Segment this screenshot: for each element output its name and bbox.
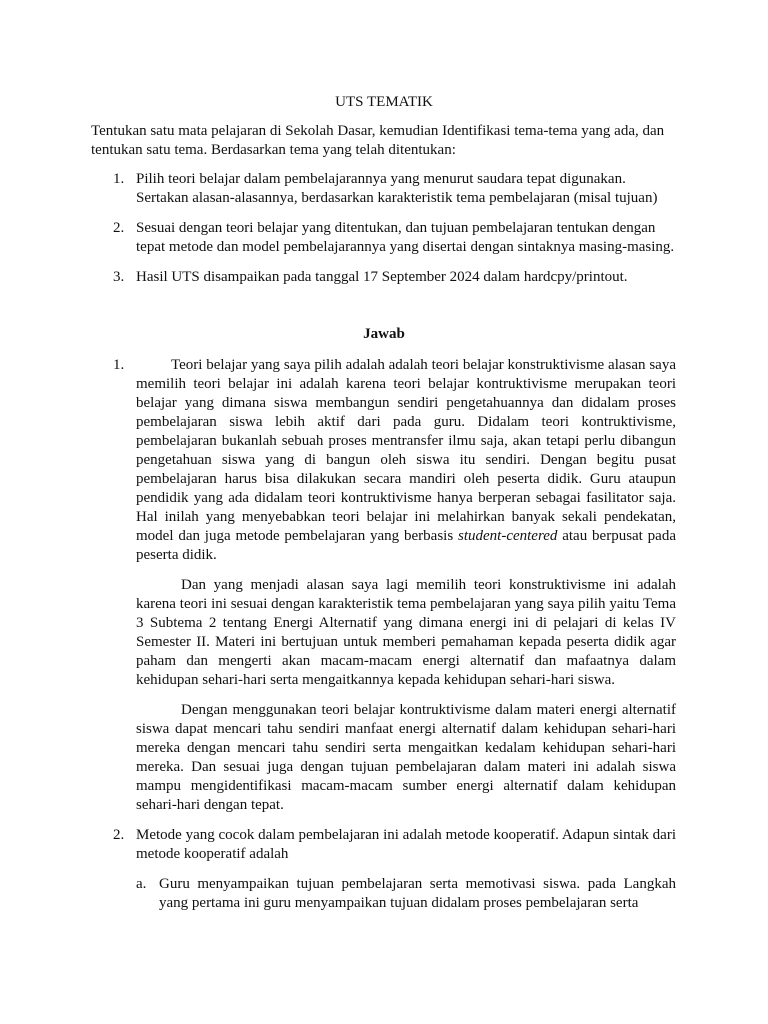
italic-term: student-centered <box>458 528 558 544</box>
question-text: Hasil UTS disampaikan pada tanggal 17 September 2024 dalam hardcpy/printout. <box>136 269 628 285</box>
step-letter: a. <box>136 876 147 892</box>
question-number: 3. <box>113 269 125 285</box>
answer-item <box>91 356 676 815</box>
answer-number: 2. <box>113 827 125 843</box>
answer-number: 1. <box>113 357 125 373</box>
question-list <box>91 170 676 298</box>
answer-paragraph: Dan yang menjadi alasan saya lagi memilih teori konstruktivisme ini adalah karena teori ini sesuai dengan karakteristik tema pembelajaran yang saya pilih yaitu Tema 3 Subtema 2 tentang Energi Alternatif yang dimana energi ini di pelajari di kelas IV Semester II. Materi ini bertujuan untuk memberi pemahaman kepada peserta didik agar paham dan mengerti akan macam-macam energi alternatif dan mafaatnya dalam kehidupan sehari-hari serta mengaitkannya kepada kehidupan sehari-hari siswa. <box>136 577 676 688</box>
question-number: 1. <box>113 171 125 187</box>
answer-paragraph: Dengan menggunakan teori belajar kontruktivisme dalam materi energi alternatif siswa dapat mencari tahu sendiri manfaat energi alternatif dalam kehidupan sehari-hari mereka dengan mencari tahu sendiri serta mengaitkan kedalam kehidupan sehari-hari mereka. Dan sesuai juga dengan tujuan pembelajaran dalam materi ini adalah siswa mampu mengidentifikasi macam-macam sumber energi alternatif dalam kehidupan sehari-hari dengan tepat. <box>136 702 676 813</box>
answer-paragraph: Metode yang cocok dalam pembelajaran ini adalah metode kooperatif. Adapun sintak dari metode kooperatif adalah <box>136 827 676 862</box>
answer-paragraph <box>136 356 676 565</box>
question-item <box>91 219 676 257</box>
question-item <box>91 268 676 287</box>
answer-list <box>91 356 676 924</box>
document-title: UTS TEMATIK <box>335 94 433 110</box>
question-text: Sesuai dengan teori belajar yang ditentukan, dan tujuan pembelajaran tentukan dengan tepat metode dan model pembelajarannya yang disertai dengan sintaknya masing-masing. <box>136 220 675 255</box>
answer-text: Teori belajar yang saya pilih adalah adalah teori belajar konstruktivisme alasan saya memilih teori belajar ini adalah karena teori belajar kontruktivisme merupakan teori belajar yang dimana siswa membangun sendiri pengetahuannya dan didalam proses pembelajaran siswa lebih aktif dari pada guru. Didalam teori kontruktivisme, pembelajaran bukanlah sebuah proses mentransfer ilmu saja, akan tetapi perlu dibangun pengetahuan siswa yang di bangun oleh siswa itu sendiri. Dengan begitu pusat pembelajaran harus bisa dilakukan secara mandiri oleh peserta didik. Guru ataupun pendidik yang ada didalam teori kontruktivisme hanya berperan sebagai fasilitator saja. Hal inilah yang menyebabkan teori belajar ini melahirkan banyak sekali pendekatan, model dan juga metode pembelajaran yang berbasis <box>136 357 676 544</box>
answer-text: atau berpusat pada peserta didik. <box>136 528 676 563</box>
answer-item <box>91 826 676 913</box>
step-item <box>136 875 676 913</box>
question-number: 2. <box>113 220 125 236</box>
question-item <box>91 170 676 208</box>
intro-paragraph: Tentukan satu mata pelajaran di Sekolah Dasar, kemudian Identifikasi tema-tema yang ada, dan tentukan satu tema. Berdasarkan tema yang telah ditentukan: <box>91 123 665 158</box>
step-list <box>136 875 676 913</box>
question-text: Pilih teori belajar dalam pembelajarannya yang menurut saudara tepat digunakan. Sertakan alasan-alasannya, berdasarkan karakteristik tema pembelajaran (misal tujuan) <box>136 171 658 206</box>
answer-heading: Jawab <box>363 326 405 342</box>
step-text: Guru menyampaikan tujuan pembelajaran serta memotivasi siswa. pada Langkah yang pertama ini guru menyampaikan tujuan didalam proses pembelajaran serta <box>159 876 676 911</box>
